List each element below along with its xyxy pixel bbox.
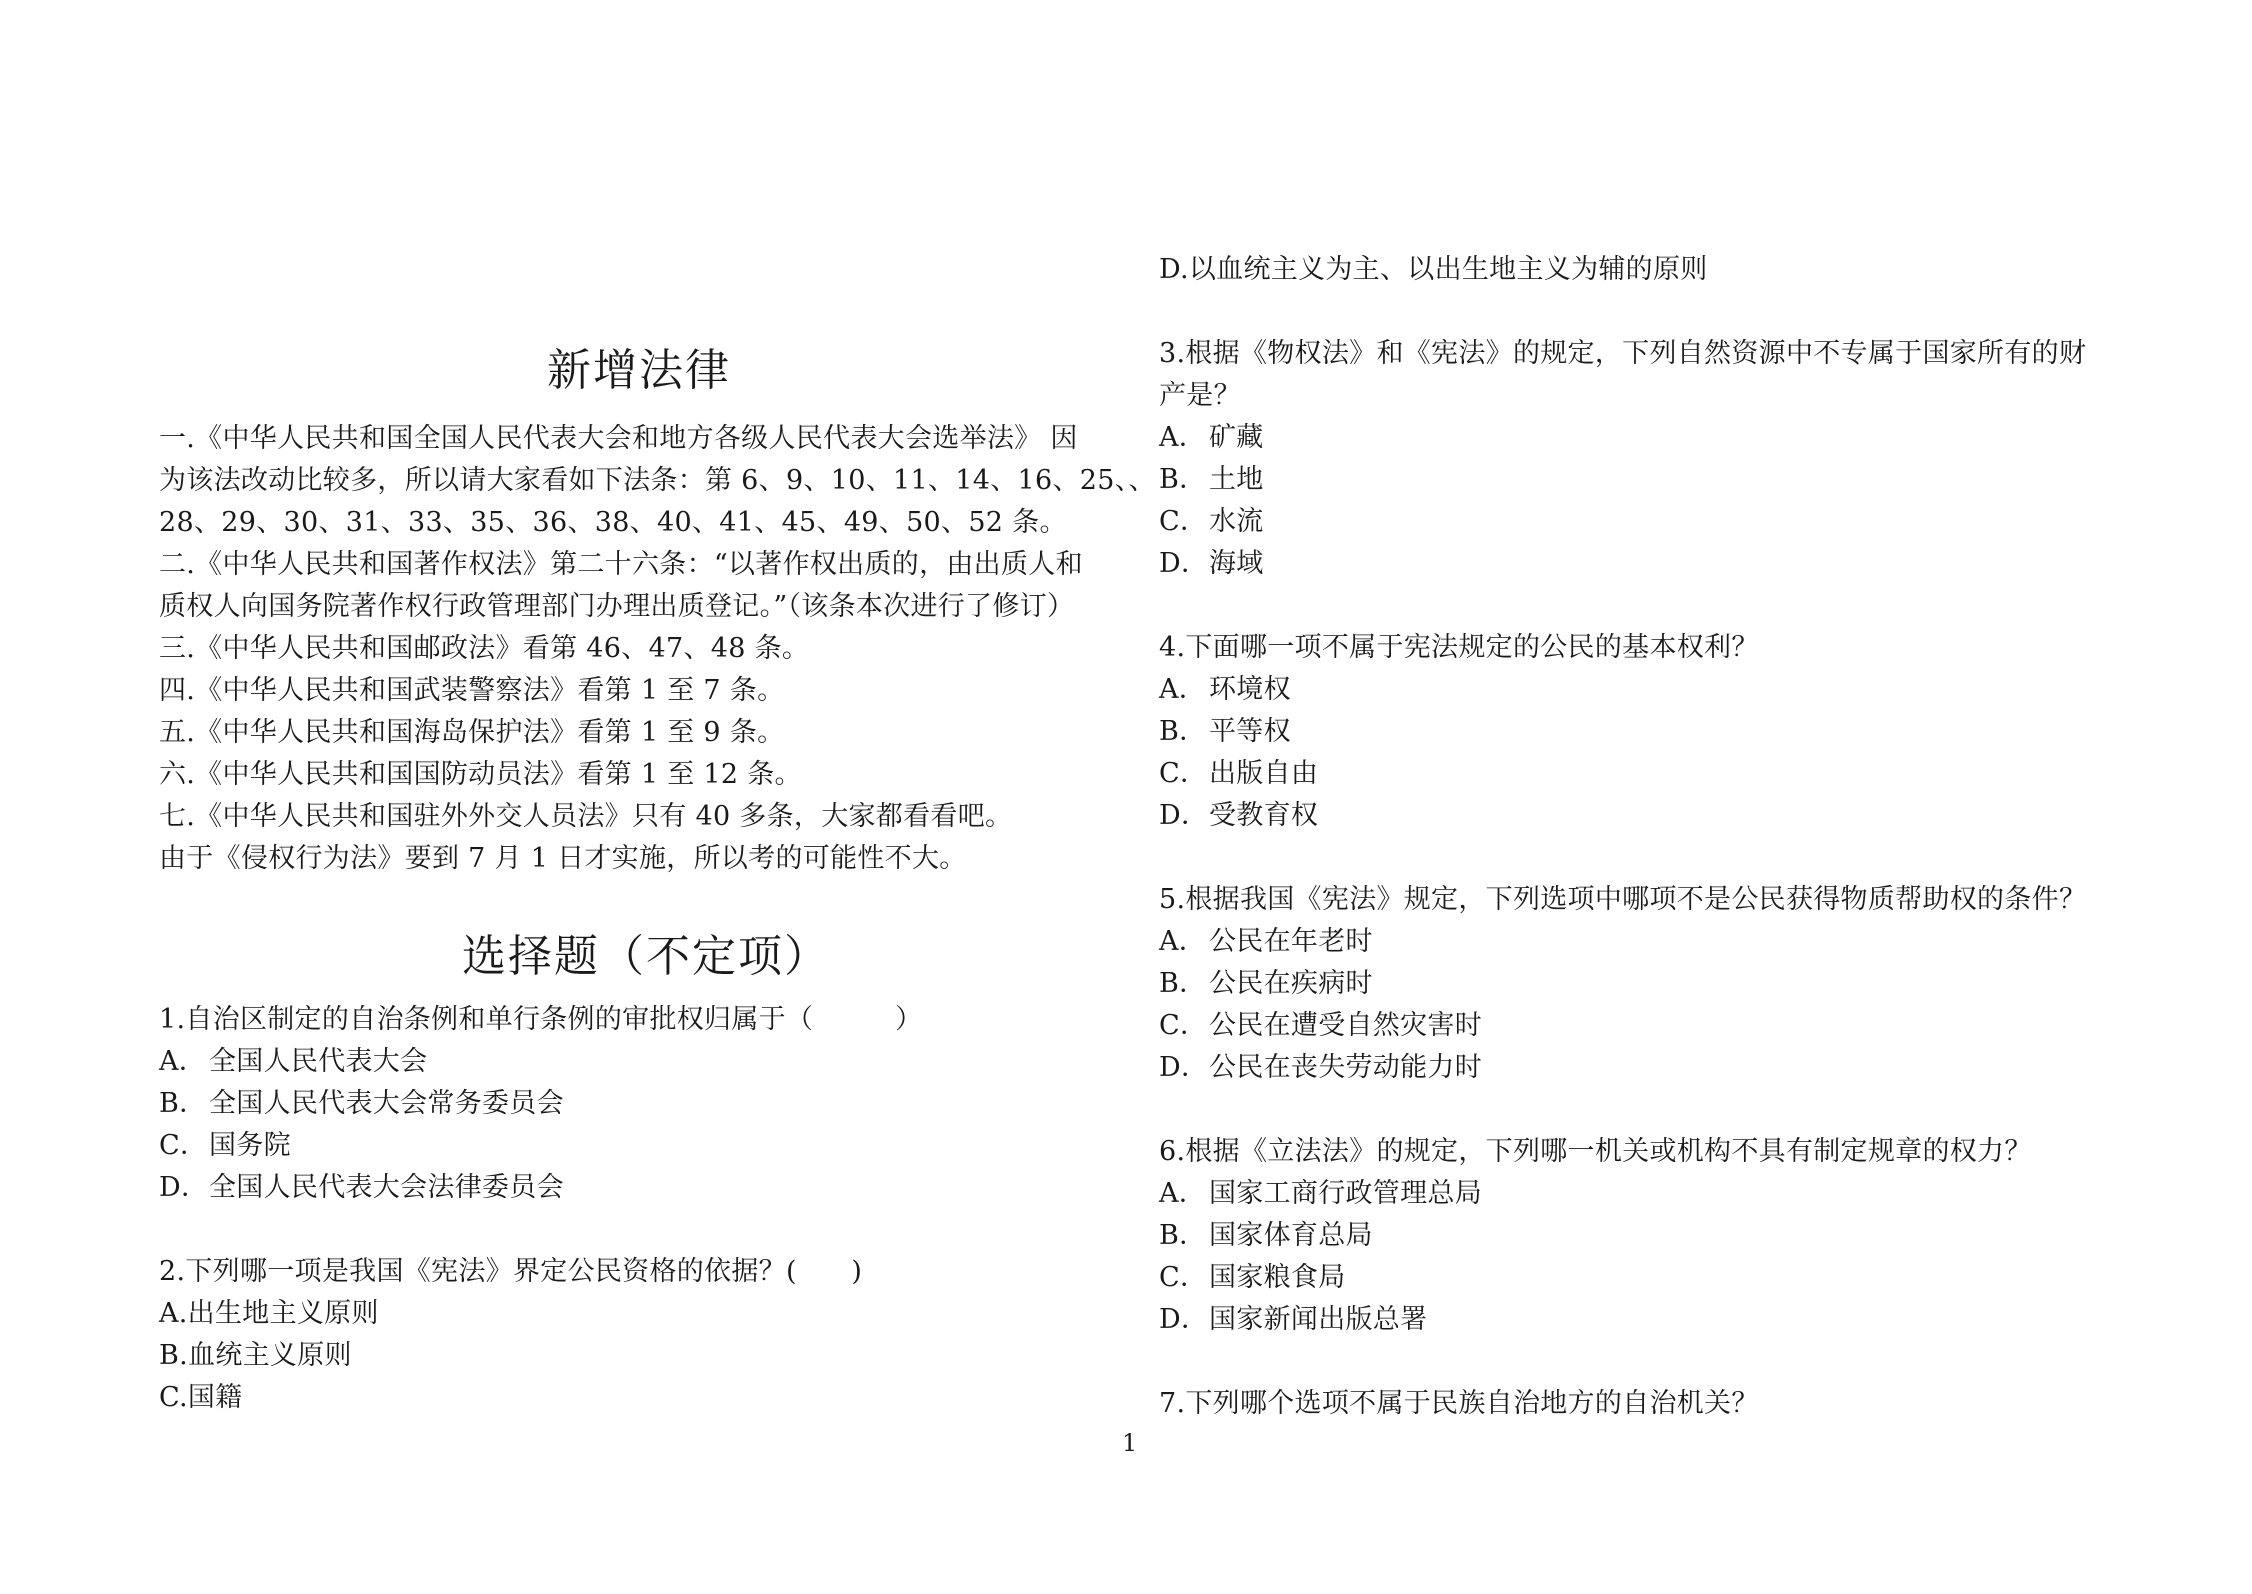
question-4: 4.下面哪一项不属于宪法规定的公民的基本权利？: [1159, 632, 1759, 663]
q6-option-c: C．国家粮食局: [1159, 1262, 1346, 1293]
question-2: 2.下列哪一项是我国《宪法》界定公民资格的依据？( ): [159, 1256, 863, 1287]
law-line: 质权人向国务院著作权行政管理部门办理出质登记。”（该条本次进行了修订）: [159, 591, 1075, 622]
q5-option-b: B．公民在疾病时: [1159, 968, 1373, 999]
question-1: 1.自治区制定的自治条例和单行条例的审批权归属于（ ）: [159, 1004, 923, 1035]
question-3-line-2: 产是？: [1159, 380, 1241, 411]
q3-option-a: A． 矿藏: [1159, 422, 1264, 453]
q2-option-b: B.血统主义原则: [159, 1340, 352, 1371]
q3-option-c: C．水流: [1159, 506, 1264, 537]
law-line: 为该法改动比较多，所以请大家看如下法条：第 6、9、10、11、14、16、25、、: [159, 465, 1156, 496]
section-title-new-laws: 新增法律: [547, 345, 731, 396]
q6-option-b: B．国家体育总局: [1159, 1220, 1373, 1251]
law-line: 四.《中华人民共和国武装警察法》看第 1 至 7 条。: [159, 675, 785, 706]
law-line: 六.《中华人民共和国国防动员法》看第 1 至 12 条。: [159, 759, 802, 790]
law-line: 28、29、30、31、33、35、36、38、40、41、45、49、50、52 条。: [159, 507, 1067, 538]
q3-option-d: D．海域: [1159, 548, 1264, 579]
q6-option-d: D．国家新闻出版总署: [1159, 1304, 1428, 1335]
q1-option-a: A． 全国人民代表大会: [159, 1046, 428, 1077]
law-line: 三.《中华人民共和国邮政法》看第 46、47、48 条。: [159, 633, 810, 664]
page-number: 1: [1122, 1429, 1138, 1457]
law-line: 由于《侵权行为法》要到 7 月 1 日才实施，所以考的可能性不大。: [159, 843, 967, 874]
q6-option-a: A． 国家工商行政管理总局: [1159, 1178, 1482, 1209]
q1-option-b: B．全国人民代表大会常务委员会: [159, 1088, 564, 1119]
question-3-line-1: 3.根据《物权法》和《宪法》的规定，下列自然资源中不专属于国家所有的财: [1159, 338, 2087, 369]
law-line: 七.《中华人民共和国驻外外交人员法》只有 40 多条，大家都看看吧。: [159, 801, 1013, 832]
law-line: 五.《中华人民共和国海岛保护法》看第 1 至 9 条。: [159, 717, 785, 748]
q4-option-b: B．平等权: [1159, 716, 1291, 747]
question-7: 7.下列哪个选项不属于民族自治地方的自治机关？: [1159, 1388, 1759, 1419]
q2-option-c: C.国籍: [159, 1382, 243, 1413]
q4-option-d: D．受教育权: [1159, 800, 1319, 831]
q3-option-b: B．土地: [1159, 464, 1264, 495]
q2-option-a: A.出生地主义原则: [159, 1298, 379, 1329]
q5-option-d: D．公民在丧失劳动能力时: [1159, 1052, 1482, 1083]
law-line: 二.《中华人民共和国著作权法》第二十六条：“以著作权出质的，由出质人和: [159, 549, 1083, 580]
question-5: 5.根据我国《宪法》规定，下列选项中哪项不是公民获得物质帮助权的条件？: [1159, 884, 2087, 915]
q2-option-d: D.以血统主义为主、以出生地主义为辅的原则: [1159, 254, 1708, 285]
q4-option-c: C．出版自由: [1159, 758, 1319, 789]
q1-option-d: D．全国人民代表大会法律委员会: [159, 1172, 564, 1203]
question-6: 6.根据《立法法》的规定，下列哪一机关或机构不具有制定规章的权力？: [1159, 1136, 2032, 1167]
q1-option-c: C．国务院: [159, 1130, 291, 1161]
q5-option-c: C．公民在遭受自然灾害时: [1159, 1010, 1482, 1041]
law-line: 一.《中华人民共和国全国人民代表大会和地方各级人民代表大会选举法》 因: [159, 423, 1078, 454]
q4-option-a: A． 环境权: [1159, 674, 1291, 705]
section-title-multiple-choice: 选择题（不定项）: [462, 931, 830, 982]
q5-option-a: A． 公民在年老时: [1159, 926, 1373, 957]
